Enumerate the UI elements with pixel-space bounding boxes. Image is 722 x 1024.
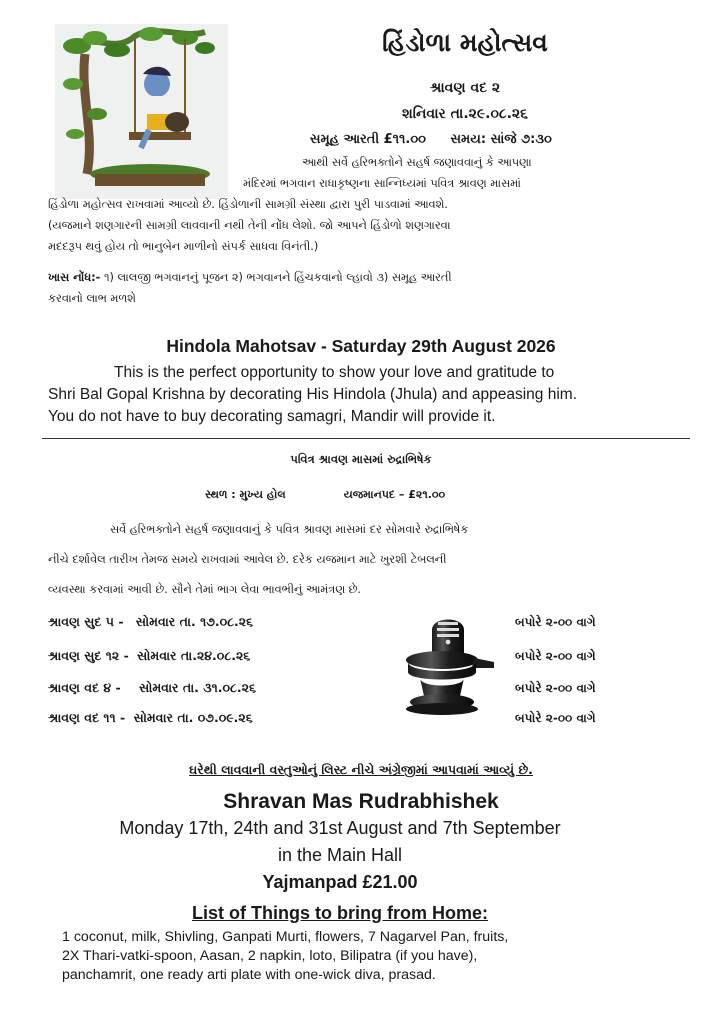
krishna-on-swing-photo (55, 24, 228, 199)
rudra-english-title: Shravan Mas Rudrabhishek (223, 790, 499, 813)
english-line-2: Shri Bal Gopal Krishna by decorating His Hindola (Jhula) and appeasing him. (48, 386, 578, 403)
english-heading: Hindola Mahotsav - Saturday 29th August 2026 (166, 336, 556, 356)
schedule-row-2 (48, 648, 250, 664)
intro-line-3: હિંડોળા મહોત્સવ રાખવામાં આવ્યો છે. હિંડોળાની સામગ્રી સંસ્થા દ્વારા પુરી પાડવામાં આવશે. (48, 198, 448, 211)
schedule-time-2: બપોરે ૨-૦૦ વાગે (515, 649, 596, 663)
rudra-english-yajmanpad: Yajmanpad £21.00 (262, 872, 418, 892)
intro-line-1: આથી સર્વે હરિભક્તોને સહર્ષ જણાવવાનું કે આપણા (302, 156, 532, 169)
rudra-venue-line (205, 488, 445, 502)
aarti-fee: સમૂહ આરતી £૧૧.૦૦ (310, 132, 426, 147)
aarti-time-line (300, 132, 660, 147)
rudra-line-1: સર્વે હરિભક્તોને સહર્ષ જણાવવાનું કે પવિત્ર શ્રાવણ માસમાં દર સોમવારે રુદ્રાભિષેક (110, 523, 469, 536)
list-note-gujarati-text: ઘરેથી લાવવાની વસ્તુઓનું લિસ્ટ નીચે અંગ્રેજીમાં આપવામાં આવ્યું છે. (189, 762, 533, 777)
special-note (48, 267, 452, 288)
list-note-gujarati (0, 762, 722, 778)
special-note-line-2: કરવાનો લાભ મળશે (48, 292, 136, 305)
schedule-date: સોમવાર તા.૨૪.૦૮.૨૬ (137, 648, 251, 663)
english-line-1: This is the perfect opportunity to show your love and gratitude to (114, 364, 555, 381)
intro-line-4: (યજમાને શણગારની સામગ્રી લાવવાની નથી તેની નોંધ લેશો. જો આપને હિંડોળો શણગારવા (48, 219, 451, 232)
section-divider (42, 438, 690, 439)
rudra-yajman: યજમાનપદ – £૨૧.૦૦ (343, 488, 446, 501)
special-note-label: ખાસ નોંધ:- (48, 271, 101, 284)
items-line-1: 1 coconut, milk, Shivling, Ganpati Murti, flowers, 7 Nagarvel Pan, fruits, (62, 929, 509, 945)
schedule-row-4 (48, 710, 253, 726)
intro-line-2: મંદિરમાં ભગવાન રાધાકૃષ્ણના સાન્નિધ્યમાં પવિત્ર શ્રાવણ માસમાં (243, 177, 521, 190)
items-line-2: 2X Thari-vatki-spoon, Aasan, 2 napkin, loto, Bilipatra (if you have), (62, 948, 478, 964)
rudra-line-2: નીચે દર્શાવેલ તારીખ તેમજ સમયે રાખવામાં આવેલ છે. દરેક યજમાન માટે ખુરશી ટેબલની (48, 553, 447, 566)
schedule-row-1 (48, 614, 253, 630)
english-line-3: You do not have to buy decorating samagri, Mandir will provide it. (48, 408, 496, 425)
day-date-line: શનિવાર તા.૨૯.૦૮.૨૬ (401, 106, 528, 122)
schedule-tithi: શ્રાવણ સુદ ૫ - (48, 614, 124, 629)
schedule-time-3: બપોરે ૨-૦૦ વાગે (515, 681, 596, 695)
schedule-tithi: શ્રાવણ વદ ૪ - (48, 680, 121, 695)
schedule-time-1: બપોરે ૨-૦૦ વાગે (515, 615, 596, 629)
page-title: હિંડોળા મહોત્સવ (382, 28, 548, 57)
special-note-text: ૧) લાલજી ભગવાનનું પૂજન ૨) ભગવાનને હિંચકવાનો લ્હાવો ૩) સમૂહ આરતી (100, 271, 452, 284)
rudra-english-dates: Monday 17th, 24th and 31st August and 7th September (119, 818, 561, 838)
shivling-icon (398, 612, 498, 716)
schedule-time-4: બપોરે ૨-૦૦ વાગે (515, 711, 596, 725)
items-line-3: panchamrit, one ready arti plate with one-wick diva, prasad. (62, 967, 436, 983)
rudra-paragraph (48, 515, 698, 605)
intro-line-5: મદદરૂપ થવું હોય તો ભાનુબેન માળીનો સંપર્ક સાધવા વિનંતી.) (48, 240, 319, 253)
schedule-tithi: શ્રાવણ વદ ૧૧ - (48, 710, 126, 725)
schedule-date: સોમવાર તા. ૦૭.૦૯.૨૬ (133, 710, 253, 725)
schedule-date: સોમવાર તા. ૩૧.૦૮.૨૬ (139, 680, 256, 695)
schedule-row-3 (48, 680, 256, 696)
rudra-line-3: વ્યવસ્થા કરવામાં આવી છે. સૌને તેમાં ભાગ લેવા ભાવભીનું આમંત્રણ છે. (48, 583, 361, 596)
tithi-line: શ્રાવણ વદ ૨ (429, 80, 501, 96)
rudra-venue: સ્થળ : મુખ્ય હોલ (205, 488, 286, 501)
english-paragraph (48, 362, 698, 428)
items-list (62, 928, 702, 985)
rudra-heading: પવિત્ર શ્રાવણ માસમાં રુદ્રાભિષેક (290, 452, 432, 466)
list-title: List of Things to bring from Home: (192, 903, 488, 923)
schedule-tithi: શ્રાવણ સુદ ૧૨ - (48, 648, 129, 663)
rudra-english-venue: in the Main Hall (277, 845, 403, 865)
aarti-time: સમય: સાંજે ૭:૩૦ (450, 132, 552, 147)
schedule-date: સોમવાર તા. ૧૭.૦૮.૨૬ (135, 614, 254, 629)
